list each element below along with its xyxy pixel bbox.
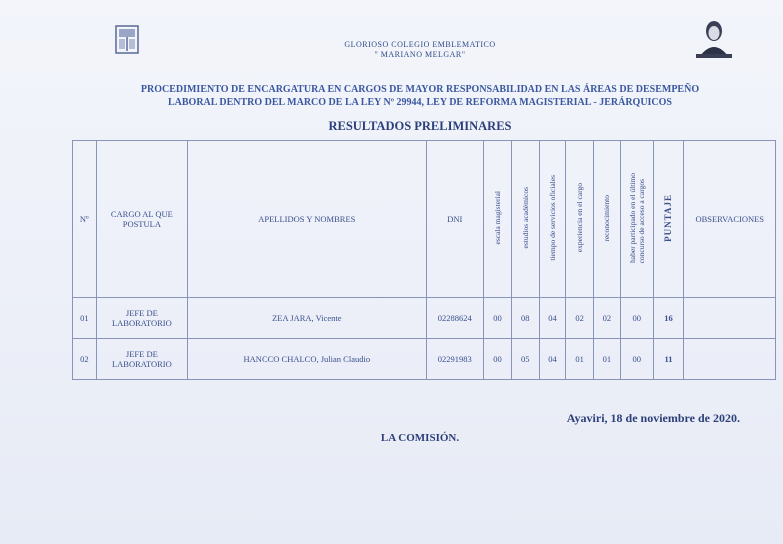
cell-experiencia: 02 bbox=[566, 298, 594, 339]
table-row bbox=[73, 298, 776, 339]
header-observaciones: OBSERVACIONES bbox=[684, 141, 776, 298]
cell-observaciones bbox=[684, 298, 776, 339]
cell-observaciones bbox=[684, 339, 776, 380]
school-crest-icon bbox=[113, 24, 141, 56]
header-reconocimiento-label: reconocimiento bbox=[602, 194, 612, 242]
cell-escala: 00 bbox=[484, 298, 512, 339]
cell-puntaje: 11 bbox=[653, 339, 684, 380]
header-escala-label: escala magisterial bbox=[492, 191, 502, 245]
results-table bbox=[72, 140, 776, 380]
signature-line: LA COMISIÓN. bbox=[380, 432, 460, 444]
header-experiencia bbox=[566, 141, 594, 298]
cell-num: 01 bbox=[73, 298, 97, 339]
header-reconocimiento bbox=[594, 141, 621, 298]
header-haber-label-1: haber participado en el último bbox=[627, 173, 637, 263]
header-cargo: CARGO AL QUE POSTULA bbox=[96, 141, 187, 298]
procedure-title bbox=[100, 83, 740, 109]
results-title: RESULTADOS PRELIMINARES bbox=[328, 119, 512, 133]
cell-names: ZEA JARA, Vicente bbox=[188, 298, 426, 339]
school-name-line1: GLORIOSO COLEGIO EMBLEMATICO bbox=[344, 40, 496, 49]
header-haber bbox=[620, 141, 653, 298]
table-header-row bbox=[73, 141, 776, 298]
cell-reconocimiento: 01 bbox=[594, 339, 621, 380]
header-tiempo-label: tiempo de servicios oficiales bbox=[547, 175, 557, 261]
cell-reconocimiento: 02 bbox=[594, 298, 621, 339]
header-escala bbox=[484, 141, 512, 298]
header-puntaje-label: PUNTAJE bbox=[663, 194, 674, 242]
cell-cargo: JEFE DE LABORATORIO bbox=[96, 339, 187, 380]
header-estudios bbox=[511, 141, 539, 298]
cell-puntaje: 16 bbox=[653, 298, 684, 339]
header-haber-label-2: concurso de acceso a cargos bbox=[636, 178, 646, 263]
cell-tiempo: 04 bbox=[539, 298, 566, 339]
header-dni: DNI bbox=[426, 141, 484, 298]
portrait-seal-icon bbox=[694, 16, 734, 60]
header-puntaje bbox=[653, 141, 684, 298]
cell-estudios: 05 bbox=[511, 339, 539, 380]
header-tiempo bbox=[539, 141, 566, 298]
cell-haber: 00 bbox=[620, 298, 653, 339]
school-name bbox=[300, 40, 540, 60]
document-date: Ayaviri, 18 de noviembre de 2020. bbox=[566, 411, 740, 425]
header-estudios-label: estudios académicos bbox=[520, 187, 530, 249]
header-names: APELLIDOS Y NOMBRES bbox=[188, 141, 426, 298]
cell-haber: 00 bbox=[620, 339, 653, 380]
header-num: Nº bbox=[73, 141, 97, 298]
cell-estudios: 08 bbox=[511, 298, 539, 339]
cell-dni: 02288624 bbox=[426, 298, 484, 339]
procedure-title-line2: LABORAL DENTRO DEL MARCO DE LA LEY Nº 29944, LEY DE REFORMA MAGISTERIAL - JERÁRQUICOS bbox=[167, 97, 672, 108]
school-name-line2: " MARIANO MELGAR" bbox=[374, 50, 466, 59]
cell-num: 02 bbox=[73, 339, 97, 380]
cell-escala: 00 bbox=[484, 339, 512, 380]
cell-names: HANCCO CHALCO, Julian Claudio bbox=[188, 339, 426, 380]
cell-experiencia: 01 bbox=[566, 339, 594, 380]
procedure-title-line1: PROCEDIMIENTO DE ENCARGATURA EN CARGOS DE MAYOR RESPONSABILIDAD EN LAS ÁREAS DE DESEMPEÑO bbox=[140, 84, 700, 95]
cell-cargo: JEFE DE LABORATORIO bbox=[96, 298, 187, 339]
cell-dni: 02291983 bbox=[426, 339, 484, 380]
header-experiencia-label: experiencia en el cargo bbox=[575, 183, 585, 253]
table-row bbox=[73, 339, 776, 380]
cell-tiempo: 04 bbox=[539, 339, 566, 380]
